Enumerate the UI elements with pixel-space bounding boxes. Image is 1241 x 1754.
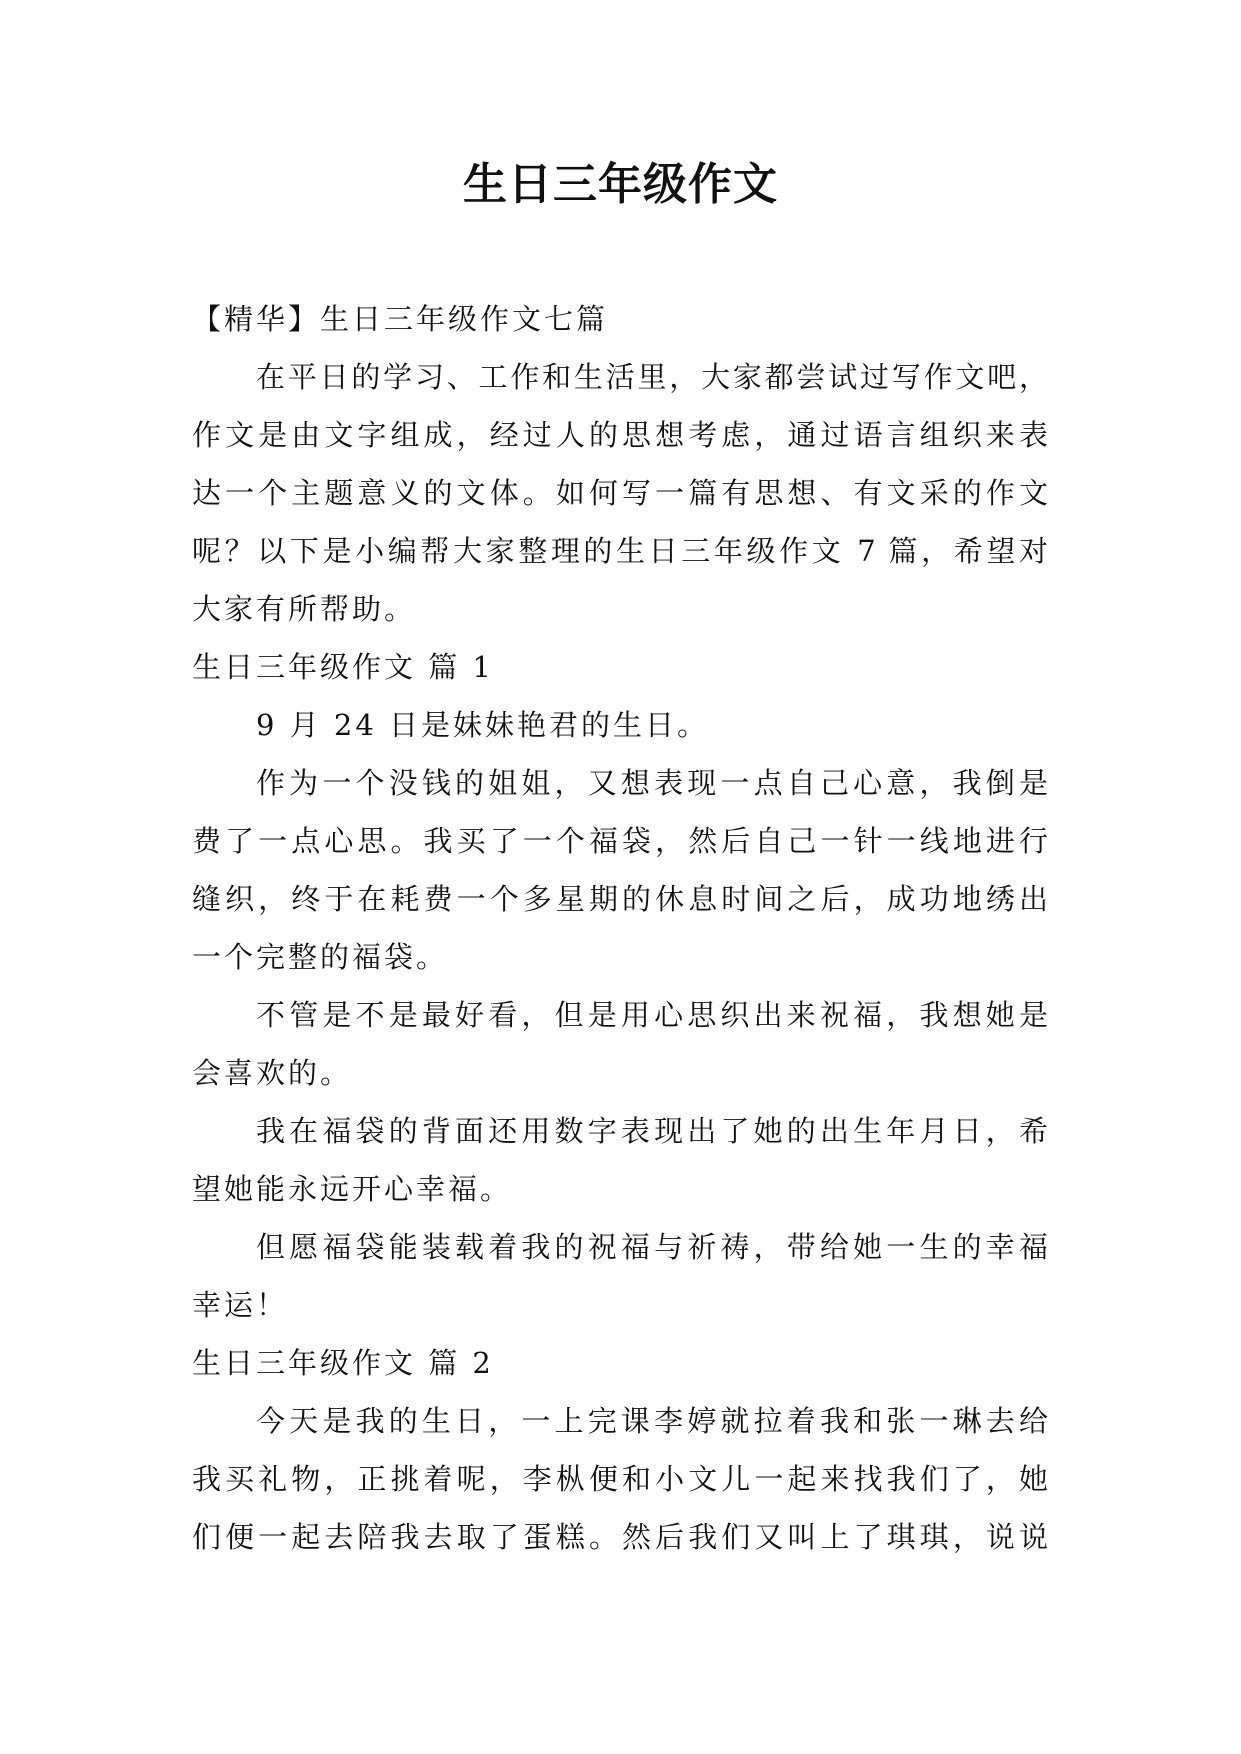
text-line: 我买礼物，正挑着呢，李枞便和小文儿一起来找我们了，她 bbox=[192, 1462, 1048, 1496]
text-line: 费了一点心思。我买了一个福袋，然后自己一针一线地进行 bbox=[192, 824, 1048, 858]
text-line: 达一个主题意义的文体。如何写一篇有思想、有文采的作文 bbox=[192, 476, 1048, 510]
document-body bbox=[192, 290, 1048, 1566]
text-line: 会喜欢的。 bbox=[192, 1056, 353, 1090]
text-line: 我在福袋的背面还用数字表现出了她的出生年月日，希 bbox=[256, 1114, 1048, 1148]
text-line: 幸运！ bbox=[192, 1288, 289, 1322]
text-line: 一个完整的福袋。 bbox=[192, 940, 449, 974]
text-line: 生日三年级作文 篇 1 bbox=[192, 650, 494, 684]
text-line: 们便一起去陪我去取了蛋糕。然后我们又叫上了琪琪，说说 bbox=[192, 1520, 1048, 1554]
text-line: 但愿福袋能装载着我的祝福与祈祷，带给她一生的幸福 bbox=[256, 1230, 1048, 1264]
text-line: 生日三年级作文 篇 2 bbox=[192, 1346, 494, 1380]
text-line: 呢？以下是小编帮大家整理的生日三年级作文 7 篇，希望对 bbox=[192, 534, 1048, 568]
text-line: 今天是我的生日，一上完课李婷就拉着我和张一琳去给 bbox=[256, 1404, 1048, 1438]
document-title: 生日三年级作文 bbox=[463, 159, 778, 210]
text-line: 【精华】生日三年级作文七篇 bbox=[192, 302, 609, 336]
text-line: 大家有所帮助。 bbox=[192, 592, 417, 626]
text-line: 不管是不是最好看，但是用心思织出来祝福，我想她是 bbox=[256, 998, 1048, 1032]
text-line: 作为一个没钱的姐姐，又想表现一点自己心意，我倒是 bbox=[256, 766, 1048, 800]
text-line: 在平日的学习、工作和生活里，大家都尝试过写作文吧， bbox=[256, 360, 1048, 394]
text-line: 9 月 24 日是妹妹艳君的生日。 bbox=[256, 708, 710, 742]
text-line: 作文是由文字组成，经过人的思想考虑，通过语言组织来表 bbox=[192, 418, 1048, 452]
text-line: 望她能永远开心幸福。 bbox=[192, 1172, 513, 1206]
text-line: 缝织，终于在耗费一个多星期的休息时间之后，成功地绣出 bbox=[192, 882, 1048, 916]
